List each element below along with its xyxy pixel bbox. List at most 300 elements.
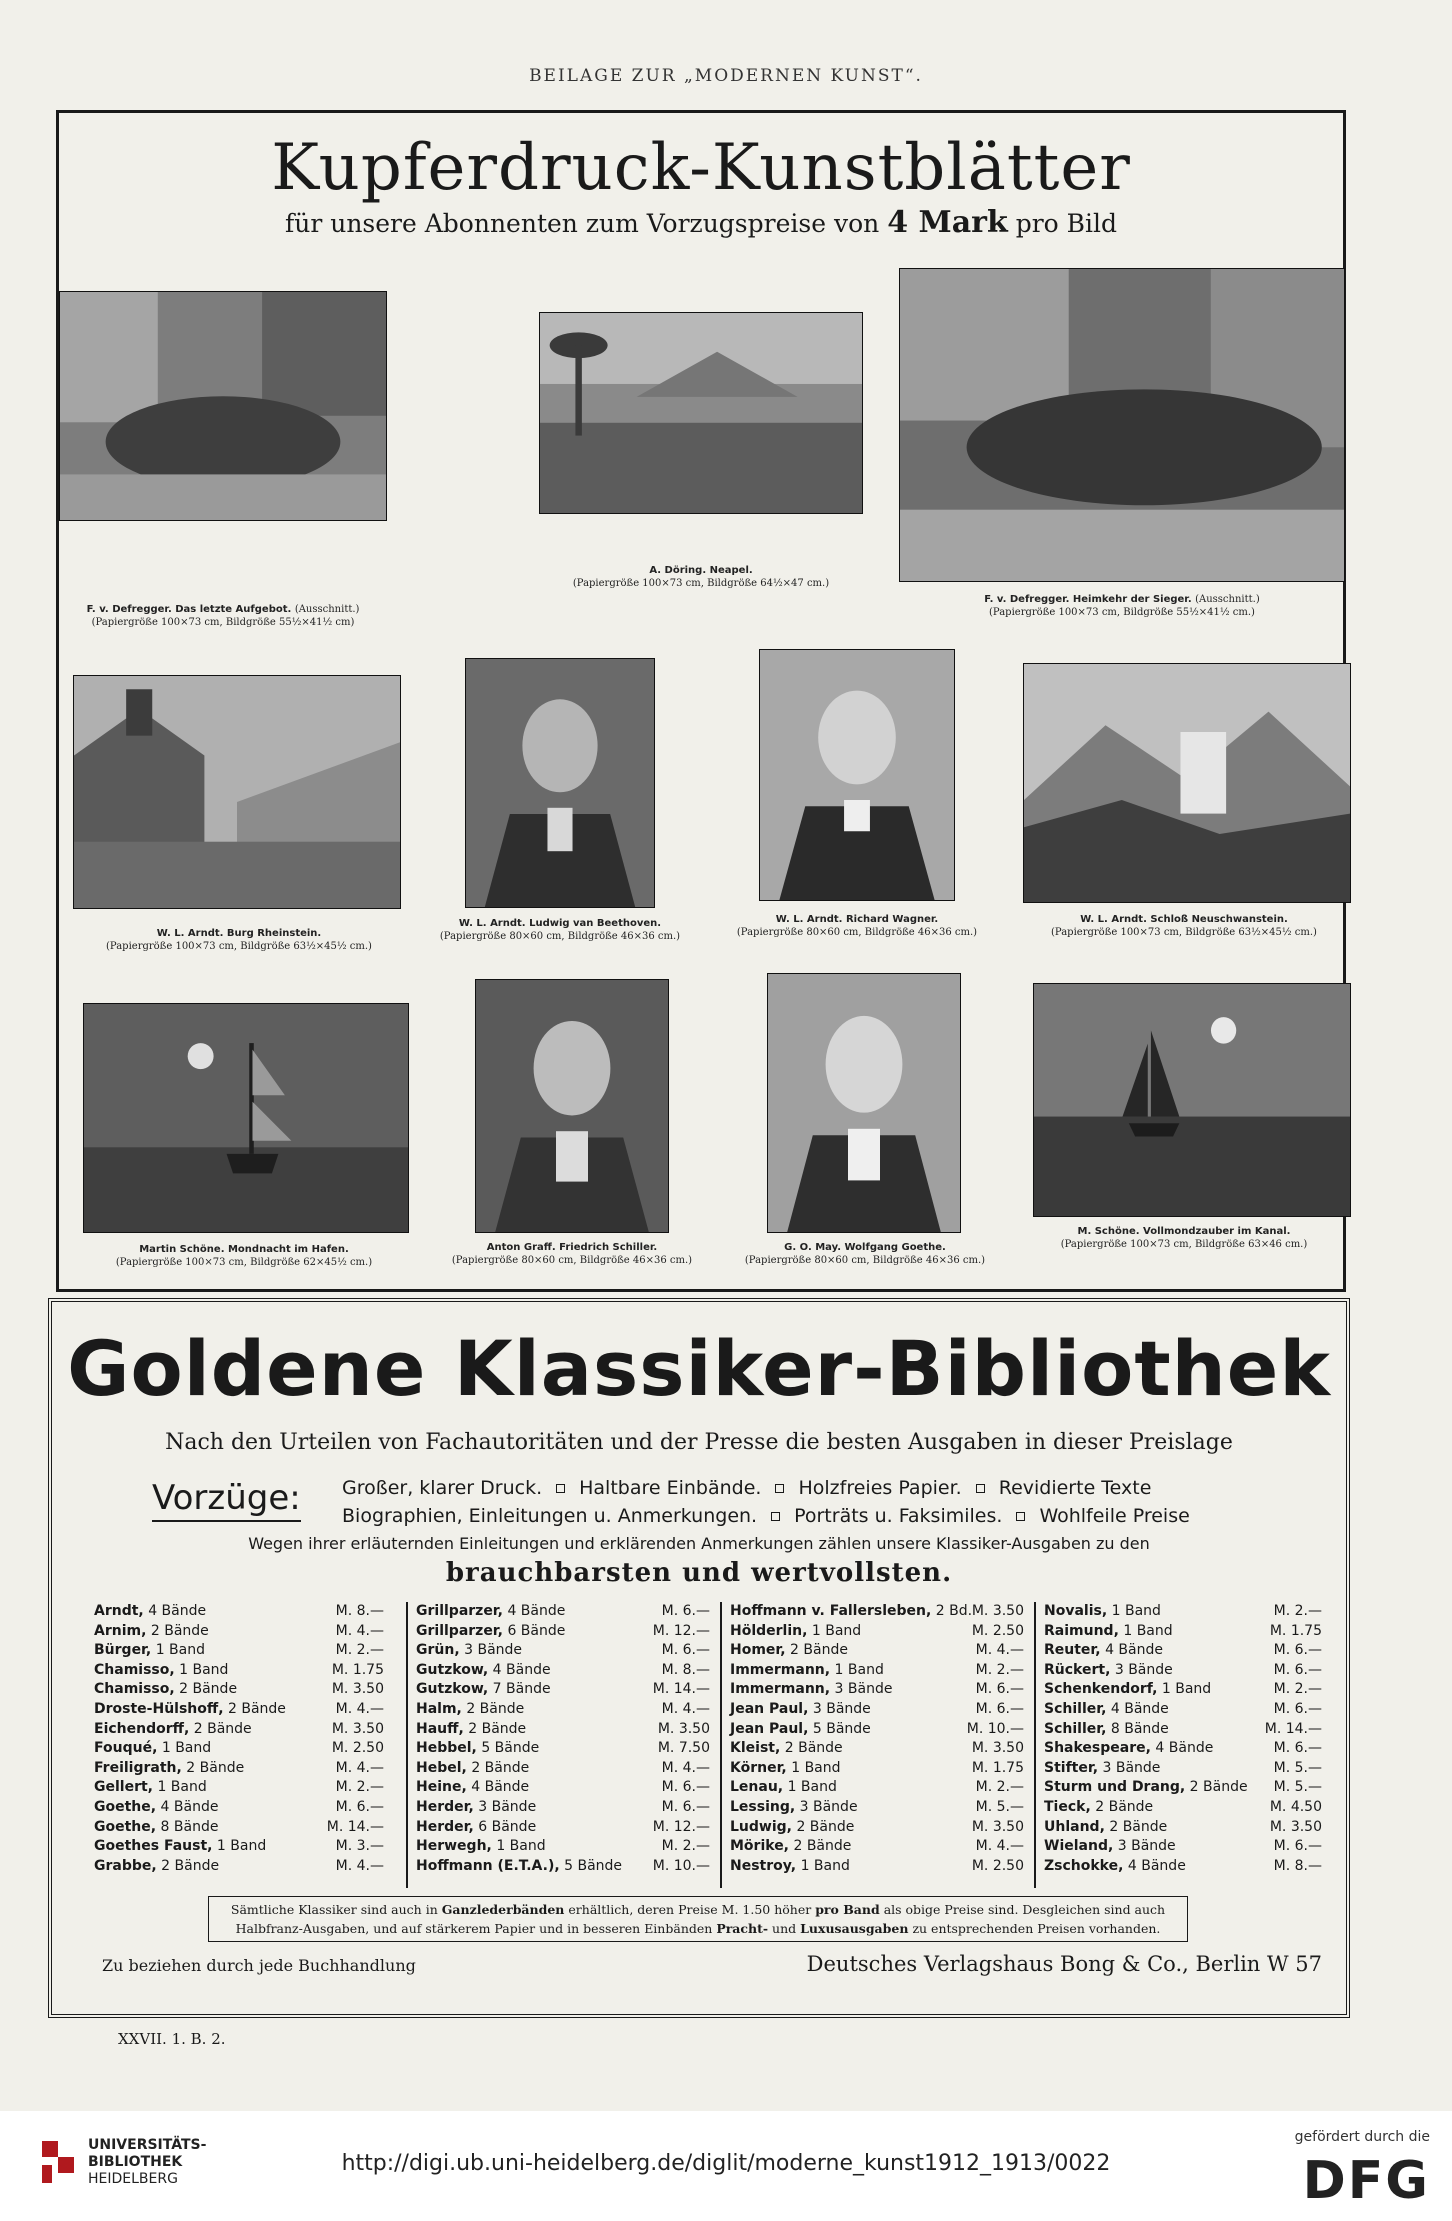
picture-burg-rheinstein (73, 675, 401, 909)
volume-count: 2 Bände (228, 1700, 286, 1717)
caption-schloss-neuschwanstein (1019, 913, 1349, 939)
price: M. 1.75 (971, 1759, 1024, 1776)
caption-dims: (Papiergröße 100×73 cm, Bildgröße 63½×45½ cm.) (1051, 927, 1317, 938)
vorzuege-list (342, 1474, 1332, 1530)
author-name: Grillparzer, (416, 1622, 503, 1639)
klassiker-price-list (94, 1602, 1320, 1888)
volume-count: 2 Bände (1095, 1798, 1154, 1815)
volume-count: 4 Bände (492, 1661, 551, 1678)
author-name: Reuter, (1044, 1642, 1101, 1659)
price: M. 3.50 (971, 1603, 1024, 1619)
caption-heimkehr-der-sieger (899, 593, 1345, 619)
author-name: Schiller, (1044, 1720, 1107, 1737)
price: M. 3.50 (971, 1740, 1024, 1757)
price: M. 8.— (1273, 1857, 1322, 1874)
volume-count: 4 Bände (148, 1603, 207, 1619)
volume-count: 2 Bände (784, 1740, 843, 1757)
library-line-1: UNIVERSITÄTS- (88, 2137, 207, 2153)
price: M. 6.— (661, 1603, 710, 1619)
caption-title: W. L. Arndt. Schloß Neuschwanstein. (1080, 914, 1288, 925)
volume-count: 1 Band (1161, 1681, 1212, 1698)
price: M. 4.— (335, 1759, 384, 1776)
volume-count: 1 Band (155, 1642, 205, 1659)
author-name: Homer, (730, 1642, 786, 1659)
author-name: Gellert, (94, 1779, 153, 1796)
price: M. 8.— (335, 1603, 384, 1619)
price: M. 6.— (1273, 1740, 1322, 1757)
klassiker-entry (730, 1798, 1030, 1818)
author-name: Arndt, (94, 1603, 144, 1619)
klassiker-entry (416, 1602, 716, 1622)
vorzuege-line-2 (342, 1502, 1332, 1530)
volume-count: 3 Bände (1114, 1661, 1173, 1678)
klassiker-subtitle: Nach den Urteilen von Fachautoritäten und der Presse die besten Ausgaben in dieser Preislage (165, 1430, 1233, 1455)
author-name: Goethes Faust, (94, 1838, 213, 1855)
klassiker-entry (416, 1818, 716, 1838)
volume-count: 2 Bd. (935, 1603, 973, 1619)
klassiker-title: Goldene Klassiker-Bibliothek (67, 1324, 1331, 1413)
volume-count: 6 Bände (507, 1622, 566, 1639)
price: M. 2.— (975, 1661, 1024, 1678)
caption-dims: (Papiergröße 80×60 cm, Bildgröße 46×36 cm.) (439, 931, 681, 942)
author-name: Arnim, (94, 1622, 147, 1639)
volume-count: 2 Bände (793, 1838, 852, 1855)
volume-count: 1 Band (179, 1661, 229, 1678)
price-column-4 (1034, 1602, 1328, 1888)
volume-count: 1 Band (811, 1622, 862, 1639)
volume-count: 2 Bände (471, 1759, 530, 1776)
price: M. 2.— (335, 1779, 384, 1796)
notice-bold: Pracht- (716, 1921, 769, 1936)
volume-count: 2 Bände (790, 1642, 848, 1659)
volume-count: 5 Bände (564, 1857, 623, 1874)
price: M. 14.— (652, 1681, 710, 1698)
volume-count: 1 Band (791, 1759, 841, 1776)
caption-title: Anton Graff. Friedrich Schiller. (486, 1242, 658, 1253)
price: M. 6.— (661, 1779, 710, 1796)
price: M. 5.— (1273, 1779, 1322, 1796)
klassiker-entry (730, 1739, 1030, 1759)
author-name: Herwegh, (416, 1838, 492, 1855)
klassiker-entry (94, 1700, 390, 1720)
page-signature: XXVII. 1. B. 2. (118, 2030, 226, 2048)
caption-dims: (Papiergröße 100×73 cm, Bildgröße 55½×41½ cm) (91, 617, 355, 628)
author-name: Goethe, (94, 1818, 157, 1835)
author-name: Chamisso, (94, 1681, 175, 1698)
klassiker-entry (94, 1680, 390, 1700)
klassiker-entry (730, 1700, 1030, 1720)
subtitle-price: 4 Mark (887, 205, 1008, 240)
klassiker-entry (730, 1818, 1030, 1838)
price: M. 1.75 (1269, 1622, 1322, 1639)
volume-count: 4 Bände (471, 1779, 530, 1796)
price: M. 4.— (975, 1838, 1024, 1855)
price: M. 6.— (661, 1642, 710, 1659)
author-name: Immermann, (730, 1681, 831, 1698)
subtitle-text-a: für unsere Abonnenten zum Vorzugspreise von (284, 209, 880, 238)
volume-count: 3 Bände (1117, 1838, 1176, 1855)
caption-title: A. Döring. Neapel. (649, 565, 753, 576)
klassiker-entry (1044, 1759, 1328, 1779)
author-name: Hauff, (416, 1720, 464, 1737)
volume-count: 3 Bände (812, 1700, 871, 1717)
caption-wolfgang-goethe (725, 1241, 1005, 1267)
dfg-logo[interactable]: DFG (1302, 2151, 1430, 2211)
price: M. 2.— (1273, 1603, 1322, 1619)
author-name: Hoffmann v. Fallersleben, (730, 1603, 932, 1619)
klassiker-entry (94, 1661, 390, 1681)
klassiker-entry (1044, 1837, 1328, 1857)
volume-count: 2 Bände (161, 1857, 220, 1874)
author-name: Novalis, (1044, 1603, 1108, 1619)
price: M. 6.— (335, 1798, 384, 1815)
picture-heimkehr-der-sieger (899, 268, 1345, 582)
price: M. 2.— (661, 1838, 710, 1855)
klassiker-bibliothek-section (48, 1298, 1350, 2018)
price: M. 3.50 (331, 1720, 384, 1737)
author-name: Bürger, (94, 1642, 152, 1659)
author-name: Droste-Hülshoff, (94, 1700, 224, 1717)
volume-count: 4 Bände (1155, 1740, 1214, 1757)
volume-count: 4 Bände (507, 1603, 566, 1619)
caption-dims: (Papiergröße 100×73 cm, Bildgröße 63½×45½ cm.) (106, 941, 372, 952)
price: M. 4.— (661, 1759, 710, 1776)
price: M. 1.75 (331, 1661, 384, 1678)
volume-count: 4 Bände (160, 1798, 219, 1815)
author-name: Ludwig, (730, 1818, 792, 1835)
author-name: Freiligrath, (94, 1759, 182, 1776)
price: M. 4.— (335, 1622, 384, 1639)
klassiker-entry (94, 1622, 390, 1642)
klassiker-entry (94, 1798, 390, 1818)
author-name: Nestroy, (730, 1857, 797, 1874)
picture-beethoven (465, 658, 655, 908)
author-name: Mörike, (730, 1838, 790, 1855)
volume-count: 4 Bände (1127, 1857, 1186, 1874)
author-name: Raimund, (1044, 1622, 1119, 1639)
caption-dims: (Papiergröße 100×73 cm, Bildgröße 55½×41½ cm.) (989, 607, 1255, 618)
notice-text: und (772, 1921, 797, 1936)
viewer-footer (0, 2111, 1452, 2221)
kunstblaetter-section (56, 110, 1346, 1292)
author-name: Heine, (416, 1779, 467, 1796)
price: M. 6.— (1273, 1661, 1322, 1678)
author-name: Grün, (416, 1642, 460, 1659)
price: M. 4.— (335, 1700, 384, 1717)
price: M. 2.— (1273, 1681, 1322, 1698)
klassiker-entry (416, 1759, 716, 1779)
price: M. 6.— (975, 1700, 1024, 1717)
brauchbarsten-text: brauchbarsten und wertvollsten. (445, 1558, 953, 1588)
caption-mondnacht-im-hafen (59, 1243, 429, 1269)
vorzug-item: Biographien, Einleitungen u. Anmerkungen. (342, 1505, 758, 1527)
volume-count: 6 Bände (478, 1818, 537, 1835)
picture-vollmondzauber-im-kanal (1033, 983, 1351, 1217)
bezug-text: Zu beziehen durch jede Buchhandlung (102, 1956, 416, 1975)
notice-text: Sämtliche Klassiker sind auch in (230, 1902, 438, 1917)
klassiker-entry (730, 1778, 1030, 1798)
klassiker-entry (94, 1778, 390, 1798)
author-name: Hoffmann (E.T.A.), (416, 1857, 560, 1874)
volume-count: 2 Bände (179, 1681, 238, 1698)
picture-friedrich-schiller (475, 979, 669, 1233)
author-name: Tieck, (1044, 1798, 1091, 1815)
caption-dims: (Papiergröße 80×60 cm, Bildgröße 46×36 cm.) (451, 1255, 693, 1266)
price: M. 10.— (966, 1720, 1024, 1737)
caption-dims: (Papiergröße 80×60 cm, Bildgröße 46×36 cm.) (744, 1255, 986, 1266)
author-name: Körner, (730, 1759, 787, 1776)
klassiker-entry (94, 1739, 390, 1759)
publisher-text: Deutsches Verlagshaus Bong & Co., Berlin W 57 (806, 1952, 1322, 1976)
price: M. 3.50 (1269, 1818, 1322, 1835)
volume-count: 2 Bände (796, 1818, 855, 1835)
caption-title: G. O. May. Wolfgang Goethe. (784, 1242, 946, 1253)
square-bullet-icon (775, 1484, 784, 1493)
volume-count: 2 Bände (186, 1759, 245, 1776)
volume-count: 1 Band (834, 1661, 884, 1678)
subtitle-text-c: pro Bild (1015, 209, 1118, 238)
volume-count: 2 Bände (466, 1700, 525, 1717)
vorzug-item: Haltbare Einbände. (579, 1477, 762, 1499)
caption-title: F. v. Defregger. Heimkehr der Sieger. (984, 594, 1192, 605)
price: M. 3.— (335, 1838, 384, 1855)
klassiker-entry (1044, 1661, 1328, 1681)
wegen-text: Wegen ihrer erläuternden Einleitungen und erklärenden Anmerkungen zählen unsere Klassiker-Ausgaben zu den (248, 1534, 1150, 1553)
sponsor-label: gefördert durch die (1294, 2129, 1430, 2145)
price: M. 14.— (1264, 1720, 1322, 1737)
klassiker-entry (94, 1818, 390, 1838)
volume-count: 2 Bände (1189, 1779, 1248, 1796)
caption-beethoven (425, 917, 695, 943)
author-name: Herder, (416, 1798, 474, 1815)
volume-count: 1 Band (787, 1779, 837, 1796)
picture-mondnacht-im-hafen (83, 1003, 409, 1233)
author-name: Sturm und Drang, (1044, 1779, 1186, 1796)
caption-title: W. L. Arndt. Burg Rheinstein. (156, 928, 322, 939)
caption-title: Martin Schöne. Mondnacht im Hafen. (139, 1244, 349, 1255)
caption-vollmondzauber-im-kanal (1019, 1225, 1349, 1251)
volume-count: 5 Bände (481, 1740, 540, 1757)
caption-friedrich-schiller (435, 1241, 709, 1267)
author-name: Jean Paul, (730, 1700, 809, 1717)
price: M. 3.50 (657, 1720, 710, 1737)
klassiker-entry (94, 1602, 390, 1622)
volume-count: 5 Bände (812, 1720, 871, 1737)
klassiker-entry (416, 1720, 716, 1740)
author-name: Hebbel, (416, 1740, 477, 1757)
caption-dims: (Papiergröße 80×60 cm, Bildgröße 46×36 cm.) (736, 927, 978, 938)
notice-text: erhältlich, deren Preise M. 1.50 höher (568, 1902, 812, 1917)
permalink-url[interactable]: http://digi.ub.uni-heidelberg.de/diglit/moderne_kunst1912_1913/0022 (341, 2151, 1111, 2176)
klassiker-entry (1044, 1622, 1328, 1642)
klassiker-entry (730, 1622, 1030, 1642)
caption-note: (Ausschnitt.) (294, 604, 360, 615)
price: M. 2.50 (971, 1857, 1024, 1874)
klassiker-entry (1044, 1720, 1328, 1740)
volume-count: 4 Bände (1110, 1700, 1169, 1717)
klassiker-entry (416, 1857, 716, 1877)
klassiker-entry (94, 1720, 390, 1740)
klassiker-entry (730, 1641, 1030, 1661)
klassiker-entry (730, 1720, 1030, 1740)
volume-count: 8 Bände (1110, 1720, 1169, 1737)
price: M. 12.— (652, 1622, 710, 1639)
klassiker-entry (94, 1837, 390, 1857)
vorzug-item: Holzfreies Papier. (798, 1477, 962, 1499)
author-name: Lessing, (730, 1798, 796, 1815)
library-line-2: BIBLIOTHEK (88, 2154, 183, 2170)
klassiker-entry (416, 1798, 716, 1818)
author-name: Halm, (416, 1700, 462, 1717)
author-name: Herder, (416, 1818, 474, 1835)
volume-count: 2 Bände (468, 1720, 527, 1737)
klassiker-entry (416, 1622, 716, 1642)
author-name: Jean Paul, (730, 1720, 809, 1737)
volume-count: 3 Bände (834, 1681, 893, 1698)
volume-count: 7 Bände (492, 1681, 551, 1698)
volume-count: 3 Bände (478, 1798, 537, 1815)
caption-title: M. Schöne. Vollmondzauber im Kanal. (1077, 1226, 1291, 1237)
klassiker-entry (416, 1837, 716, 1857)
square-bullet-icon (976, 1484, 985, 1493)
price: M. 4.— (661, 1700, 710, 1717)
klassiker-entry (416, 1739, 716, 1759)
notice-bold: Luxusausgaben (800, 1921, 909, 1936)
caption-dims: (Papiergröße 100×73 cm, Bildgröße 63×46 cm.) (1060, 1239, 1308, 1250)
price-column-3 (720, 1602, 1030, 1888)
author-name: Chamisso, (94, 1661, 175, 1678)
klassiker-entry (1044, 1778, 1328, 1798)
vorzug-item: Großer, klarer Druck. (342, 1477, 543, 1499)
klassiker-entry (730, 1837, 1030, 1857)
caption-neapel (539, 564, 863, 590)
klassiker-entry (94, 1759, 390, 1779)
klassiker-entry (1044, 1818, 1328, 1838)
author-name: Shakespeare, (1044, 1740, 1151, 1757)
picture-schloss-neuschwanstein (1023, 663, 1351, 903)
vorzuege-line-1 (342, 1474, 1332, 1502)
square-bullet-icon (1016, 1512, 1025, 1521)
volume-count: 1 Band (800, 1857, 850, 1874)
author-name: Gutzkow, (416, 1661, 489, 1678)
volume-count: 1 Band (496, 1838, 546, 1855)
author-name: Lenau, (730, 1779, 784, 1796)
klassiker-entry (1044, 1641, 1328, 1661)
caption-title: F. v. Defregger. Das letzte Aufgebot. (86, 604, 292, 615)
caption-burg-rheinstein (59, 927, 419, 953)
author-name: Rückert, (1044, 1661, 1111, 1678)
caption-das-letzte-aufgebot (59, 603, 387, 629)
klassiker-entry (1044, 1680, 1328, 1700)
author-name: Uhland, (1044, 1818, 1105, 1835)
kunstblaetter-subtitle (59, 205, 1343, 240)
notice-text: zu entsprechenden Preisen vorhanden. (912, 1921, 1161, 1936)
price: M. 14.— (326, 1818, 384, 1835)
square-bullet-icon (556, 1484, 565, 1493)
square-bullet-icon (771, 1512, 780, 1521)
picture-neapel (539, 312, 863, 514)
author-name: Schiller, (1044, 1700, 1107, 1717)
klassiker-entry (1044, 1739, 1328, 1759)
library-line-3: HEIDELBERG (88, 2171, 178, 2187)
picture-das-letzte-aufgebot (59, 291, 387, 521)
caption-title: W. L. Arndt. Richard Wagner. (775, 914, 939, 925)
author-name: Gutzkow, (416, 1681, 489, 1698)
volume-count: 3 Bände (1102, 1759, 1161, 1776)
volume-count: 3 Bände (799, 1798, 858, 1815)
volume-count: 1 Band (1123, 1622, 1173, 1639)
vorzug-item: Porträts u. Faksimiles. (794, 1505, 1003, 1527)
price: M. 10.— (652, 1857, 710, 1874)
picture-richard-wagner (759, 649, 955, 901)
price: M. 6.— (661, 1798, 710, 1815)
author-name: Zschokke, (1044, 1857, 1124, 1874)
klassiker-entry (730, 1602, 1030, 1622)
vorzug-item: Wohlfeile Preise (1039, 1505, 1190, 1527)
price: M. 8.— (661, 1661, 710, 1678)
price: M. 4.50 (1269, 1798, 1322, 1815)
price: M. 5.— (975, 1798, 1024, 1815)
page-header: BEILAGE ZUR „MODERNEN KUNST“. (529, 66, 923, 86)
price: M. 3.50 (971, 1818, 1024, 1835)
author-name: Grabbe, (94, 1857, 157, 1874)
klassiker-entry (416, 1641, 716, 1661)
price: M. 4.— (335, 1857, 384, 1874)
vorzug-item: Revidierte Texte (998, 1477, 1152, 1499)
author-name: Kleist, (730, 1740, 781, 1757)
volume-count: 2 Bände (1109, 1818, 1168, 1835)
price: M. 6.— (1273, 1838, 1322, 1855)
price: M. 6.— (1273, 1700, 1322, 1717)
price: M. 6.— (975, 1681, 1024, 1698)
price: M. 7.50 (657, 1740, 710, 1757)
klassiker-entry (730, 1857, 1030, 1877)
notice-text: als obige Preise sind. Desgleichen sind auch Halbfranz-Ausgaben, und auf stärkerem Papier und in besseren Einbänden (235, 1902, 1166, 1936)
caption-dims: (Papiergröße 100×73 cm, Bildgröße 62×45½ cm.) (115, 1257, 373, 1268)
author-name: Fouqué, (94, 1740, 158, 1757)
author-name: Eichendorff, (94, 1720, 190, 1737)
price: M. 12.— (652, 1818, 710, 1835)
volume-count: 3 Bände (464, 1642, 523, 1659)
author-name: Wieland, (1044, 1838, 1114, 1855)
author-name: Goethe, (94, 1798, 157, 1815)
author-name: Grillparzer, (416, 1603, 503, 1619)
price-column-1 (94, 1602, 390, 1888)
klassiker-entry (730, 1680, 1030, 1700)
price: M. 2.50 (331, 1740, 384, 1757)
volume-count: 1 Band (1111, 1603, 1161, 1619)
volume-count: 4 Bände (1105, 1642, 1163, 1659)
klassiker-entry (416, 1661, 716, 1681)
klassiker-entry (416, 1700, 716, 1720)
klassiker-entry (730, 1759, 1030, 1779)
klassiker-entry (1044, 1700, 1328, 1720)
klassiker-entry (416, 1680, 716, 1700)
kunstblaetter-title: Kupferdruck-Kunstblätter (271, 131, 1131, 205)
author-name: Hebel, (416, 1759, 467, 1776)
vorzuege-label: Vorzüge: (152, 1478, 301, 1522)
klassiker-entry (1044, 1798, 1328, 1818)
author-name: Schenkendorf, (1044, 1681, 1158, 1698)
price: M. 6.— (1273, 1642, 1322, 1659)
picture-wolfgang-goethe (767, 973, 961, 1233)
caption-note: (Ausschnitt.) (1195, 594, 1260, 605)
notice-bold: pro Band (815, 1902, 880, 1917)
price: M. 3.50 (331, 1681, 384, 1698)
notice-bold: Ganzlederbänden (441, 1902, 565, 1917)
price: M. 4.— (975, 1642, 1024, 1659)
volume-count: 8 Bände (160, 1818, 219, 1835)
